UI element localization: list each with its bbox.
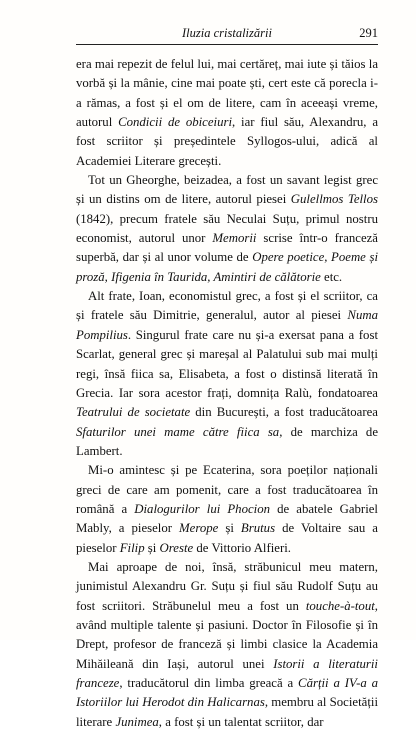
text-run: Mi-o amintesc și pe Ecaterina, sora poeților naționali greci de care am pomenit, care a fost traducătoarea în română a [76, 463, 378, 516]
italic-title-text: Numa Pompilius [76, 308, 378, 342]
italic-title-text: Teatrului de societate [76, 405, 191, 420]
italic-title-text: Dialogurilor lui Phocion [134, 501, 271, 516]
italic-title-text: Brutus [240, 521, 276, 536]
text-run: , iar fiul său, Alexandru, a fost scriitor și președintele Syllogos-ului, adică al Academiei Literare grecești. [76, 115, 378, 168]
text-run: de abatele Gabriel Mably, a pieselor [76, 501, 378, 536]
text-run: din București, a fost traducătoarea [190, 405, 378, 420]
text-run: , având multiple talente și pasiuni. Doctor în Filosofie și în Drept, profesor de franceză și limbi clasice la Academia Mihăileană din Iași, autorul unei [76, 598, 378, 671]
text-run: , a fost și un talentat scriitor, dar [158, 714, 324, 729]
paragraph-4 [76, 461, 378, 558]
italic-title-text: Oreste [159, 540, 194, 555]
text-run: de Voltaire sau a pieselor [76, 521, 378, 555]
text-run: de Vittorio Alfieri. [193, 540, 292, 555]
page-number: 291 [359, 26, 378, 40]
text-run: Mai aproape de noi, însă, străbunicul meu matern, junimistul Alexandru Gr. Suțu și fiul său Rudolf Suțu au fost scriitori. Străbunelul meu a fost un [76, 559, 378, 613]
italic-title-text: Filip [119, 540, 145, 555]
paragraph-5 [76, 558, 378, 732]
text-run: era mai repezit de felul lui, mai certăreț, mai iute și tăios la vorbă și la mânie, cine mai poate ști, cert este că porecla i-a rămas, a fost și el om de litere, cam în aceeași vreme, autorul [76, 57, 378, 130]
text-run: și [144, 540, 160, 555]
italic-title-text: Gulellmos Tellos [290, 192, 378, 207]
text-run: , traducătorul din limba greacă a [119, 676, 299, 690]
paragraph-1 [76, 55, 378, 171]
page-header [76, 22, 378, 45]
text-run: (1842), precum fratele său Neculai Suțu, primul nostru economist, autorul unor [76, 211, 378, 246]
text-run: și [218, 521, 241, 536]
italic-title-text: Istorii a literaturii franceze [76, 656, 378, 690]
text-run: . Singurul frate care nu și-a exersat pana a fost Scarlat, general grec și mareșal al Palatului sub mai mulți regi, însă fiica sa, Elisabeta, a fost o distinsă literată în Grecia. Iar sora acestor frați, domnița Ralù, fondatoarea [76, 327, 378, 400]
italic-title-text: Opere poetice, Poeme și proză, Ifigenia în Taurida, Amintiri de călătorie [76, 250, 378, 284]
body-text [76, 55, 378, 732]
italic-title-text: Merope [179, 521, 219, 536]
paragraph-3 [76, 287, 378, 461]
italic-title-text: touche-à-tout [305, 598, 375, 613]
text-run: , de marchiza de Lambert. [76, 424, 379, 458]
paragraph-2 [76, 171, 378, 287]
italic-title-text: Cărții a IV-a a Istoriilor lui Herodot din Halicarnas [76, 676, 378, 710]
text-run: Alt frate, Ioan, economistul grec, a fost și el scriitor, ca și fratele său Dimitrie, generalul, autor al piesei [76, 289, 378, 323]
text-run: Tot un Gheorghe, beizadea, a fost un savant legist grec și un distins om de litere, autorul piesei [76, 173, 378, 207]
text-run: , membru al Societății literare [76, 695, 378, 729]
italic-title-text: Junimea [115, 714, 159, 729]
italic-title-text: Memorii [212, 231, 257, 246]
italic-title-text: Sfaturilor unei mame către fiica sa [76, 424, 280, 439]
text-run: etc. [320, 269, 343, 284]
text-run: scrise într-o franceză superbă, dar și al unor volume de [76, 231, 378, 265]
italic-title-text: Condicii de obiceiuri [118, 115, 233, 130]
running-title: Iluzia cristalizării [182, 26, 272, 40]
